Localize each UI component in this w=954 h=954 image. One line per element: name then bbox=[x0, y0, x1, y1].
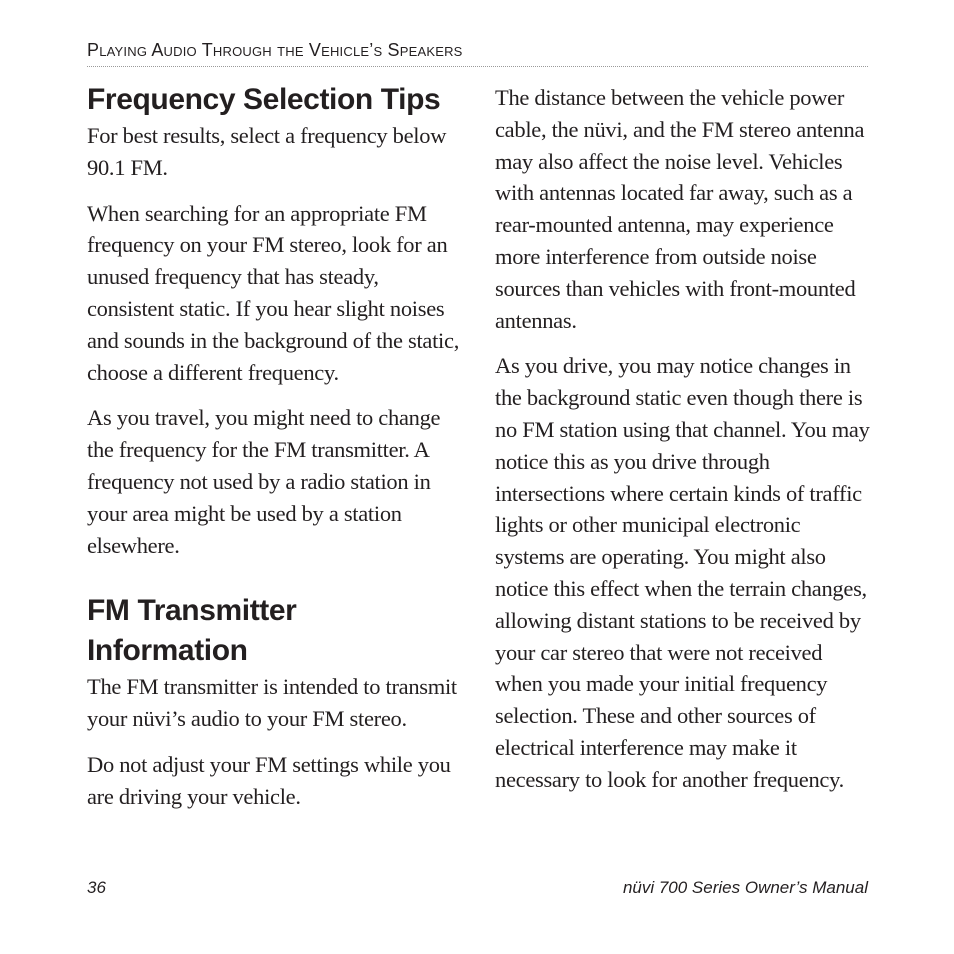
right-column bbox=[495, 80, 870, 810]
heading-line: FM Transmitter bbox=[87, 594, 297, 628]
paragraph: As you drive, you may notice changes in the background static even though there is no FM station using that channel. You may notice this as you drive through intersections where certain kinds of traffic lights or other municipal electronic systems are operating. You might also notice this effect when the terrain changes, allowing distant stations to be received by your car stereo that were not received when you made your initial frequency selection. These and other sources of electrical interference may make it necessary to look for another frequency. bbox=[495, 353, 870, 792]
manual-title: nüvi 700 Series Owner’s Manual bbox=[622, 878, 868, 897]
paragraph: For best results, select a frequency below 90.1 FM. bbox=[87, 123, 447, 180]
left-column bbox=[87, 80, 467, 827]
paragraph: The FM transmitter is intended to transmit your nüvi’s audio to your FM stereo. bbox=[87, 674, 457, 732]
section-heading-fm-transmitter bbox=[87, 591, 467, 671]
section-heading-frequency-tips: Frequency Selection Tips bbox=[87, 83, 441, 116]
header-divider bbox=[87, 66, 868, 67]
paragraph: As you travel, you might need to change the frequency for the FM transmitter. A frequency not used by a radio station in your area might be used by a station elsewhere. bbox=[87, 405, 441, 558]
paragraph: Do not adjust your FM settings while you are driving your vehicle. bbox=[87, 751, 451, 809]
heading-line: Information bbox=[87, 634, 248, 668]
page-number: 36 bbox=[87, 878, 106, 897]
paragraph: When searching for an appropriate FM frequency on your FM stereo, look for an unused frequency that has steady, consistent static. If you hear slight noises and sounds in the background of the static, choose a different frequency. bbox=[87, 200, 460, 385]
paragraph: The distance between the vehicle power cable, the nüvi, and the FM stereo antenna may also affect the noise level. Vehicles with antennas located far away, such as a rear-mounted antenna, may experience more interference from outside noise sources than vehicles with front-mounted antennas. bbox=[495, 85, 865, 333]
running-head: Playing Audio Through the Vehicle’s Speakers bbox=[87, 40, 463, 60]
